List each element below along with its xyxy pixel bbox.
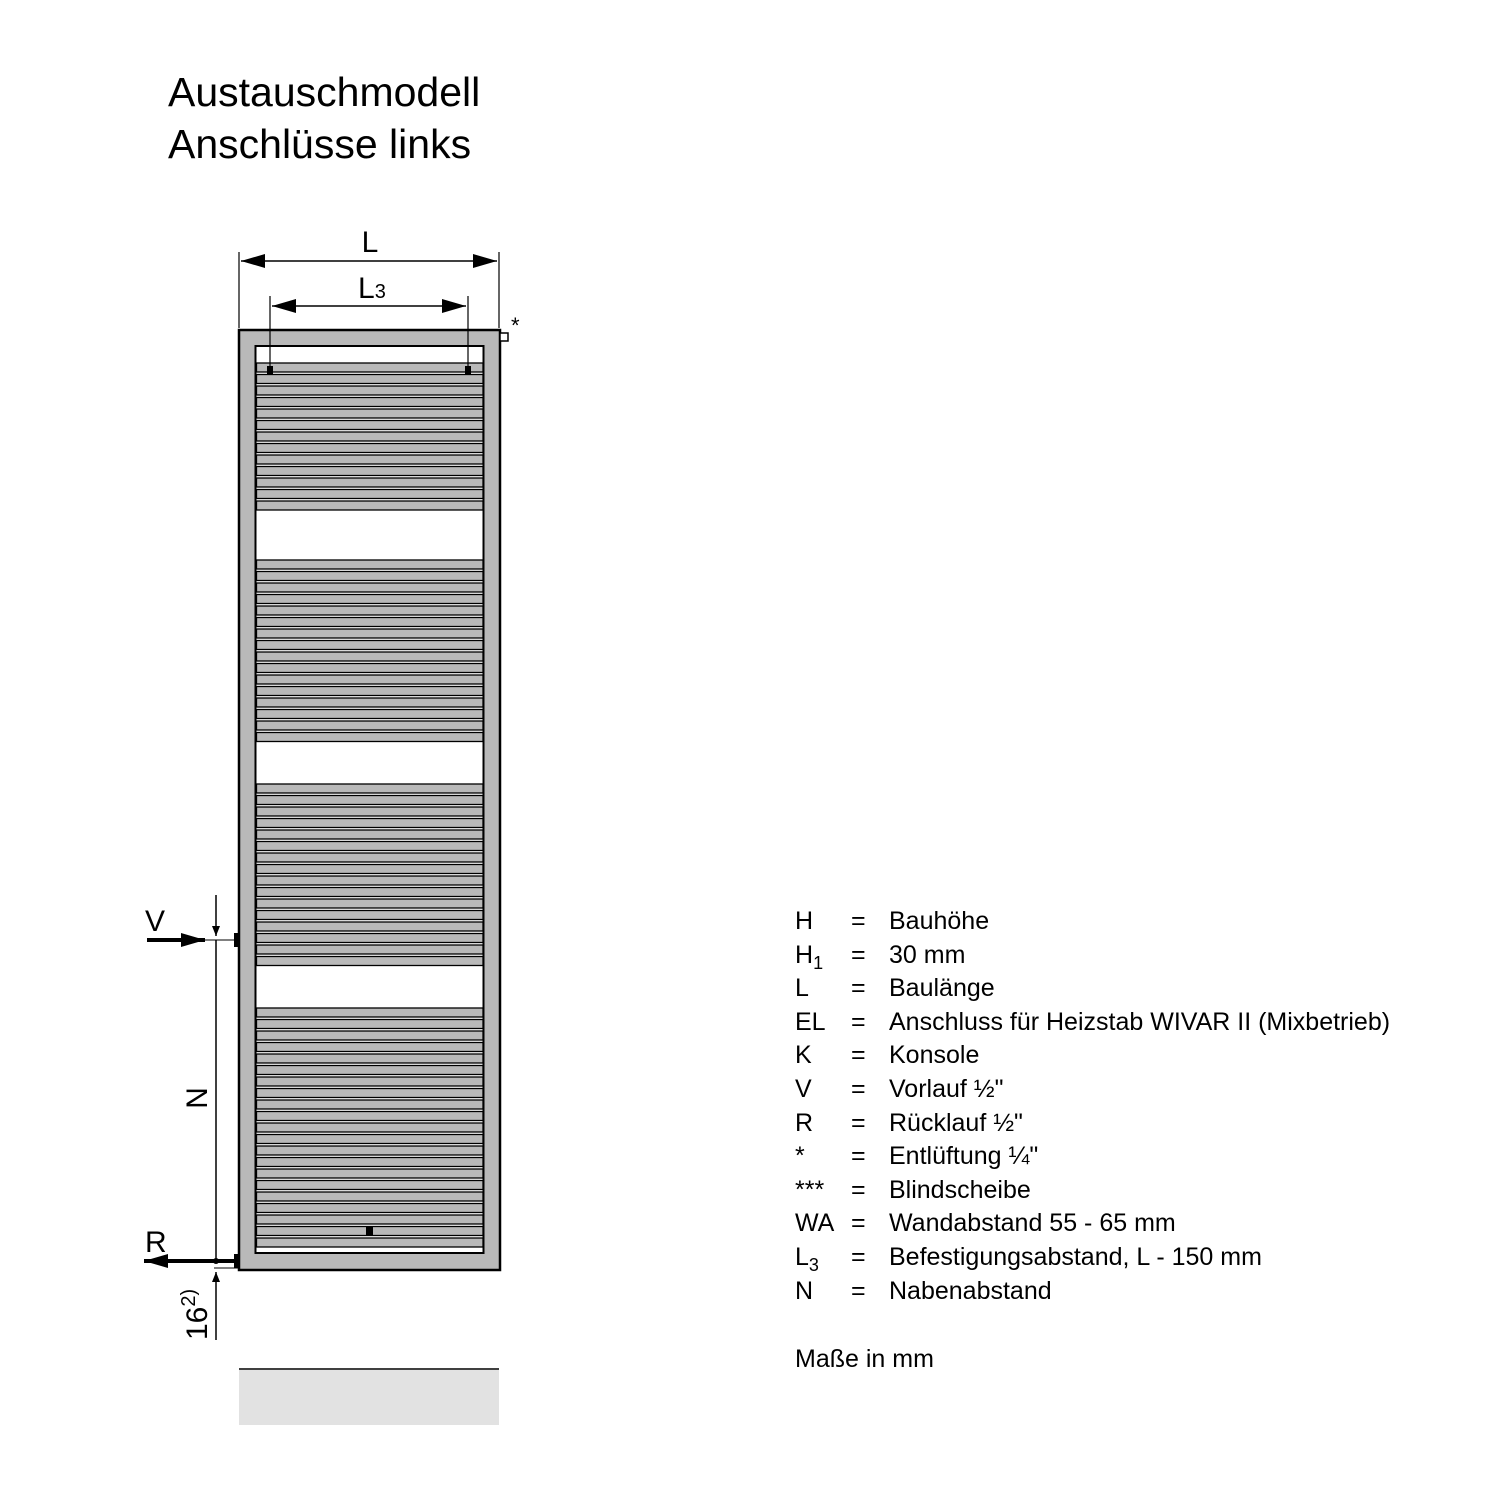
- legend-row: [795, 972, 1390, 1006]
- tube: [257, 842, 484, 851]
- tube: [257, 853, 484, 862]
- tube: [257, 675, 484, 684]
- tube: [257, 432, 484, 441]
- tube: [257, 721, 484, 730]
- legend-equals: =: [851, 974, 866, 1003]
- tube: [257, 386, 484, 395]
- legend-description: Wandabstand 55 - 65 mm: [889, 1209, 1176, 1238]
- supply-connection-V: [145, 905, 240, 947]
- tube: [257, 490, 484, 499]
- legend-description: Anschluss für Heizstab WIVAR II (Mixbetrieb): [889, 1007, 1391, 1036]
- legend-row: [795, 1073, 1390, 1107]
- tube: [257, 1204, 484, 1213]
- tube: [257, 1192, 484, 1201]
- units-note: Maße in mm: [795, 1345, 934, 1373]
- radiator-tubes: [257, 363, 484, 1247]
- legend-equals: =: [851, 1142, 866, 1171]
- air-vent-icon: [500, 333, 508, 341]
- legend-description: Blindscheibe: [889, 1175, 1031, 1204]
- legend-description: Entlüftung ¼": [889, 1142, 1039, 1171]
- tube: [257, 595, 484, 604]
- tube: [257, 1169, 484, 1178]
- tube: [257, 807, 484, 816]
- tube: [257, 830, 484, 839]
- tube: [257, 1123, 484, 1132]
- tube: [257, 375, 484, 384]
- tube: [257, 664, 484, 673]
- tube: [257, 876, 484, 885]
- legend-equals: =: [851, 1242, 866, 1271]
- legend-row: [795, 1006, 1390, 1040]
- tube: [257, 501, 484, 510]
- tube: [257, 398, 484, 407]
- legend-row: [795, 1207, 1390, 1241]
- legend: [795, 905, 1390, 1308]
- tube: [257, 641, 484, 650]
- legend-equals: =: [851, 1276, 866, 1305]
- legend-equals: =: [851, 1108, 866, 1137]
- legend-description: Baulänge: [889, 974, 995, 1003]
- tube: [257, 899, 484, 908]
- legend-symbol: H: [795, 907, 814, 935]
- legend-equals: =: [851, 1007, 866, 1036]
- legend-symbol: R: [795, 1108, 814, 1137]
- legend-equals: =: [851, 907, 866, 935]
- tube: [257, 945, 484, 954]
- legend-description: 30 mm: [889, 940, 966, 969]
- legend-row: [795, 1174, 1390, 1208]
- tube: [257, 934, 484, 943]
- legend-symbol: L: [795, 974, 809, 1003]
- tube: [257, 1089, 484, 1098]
- dimension-bottom-clearance: [178, 1272, 216, 1340]
- tube: [257, 363, 484, 372]
- tube: [257, 629, 484, 638]
- tube: [257, 1043, 484, 1052]
- tube: [257, 1112, 484, 1121]
- heater-connection: [366, 1227, 373, 1236]
- legend-equals: =: [851, 1209, 866, 1238]
- legend-row: [795, 1241, 1390, 1275]
- legend-symbol: $H_1$: [795, 940, 824, 973]
- tube: [257, 467, 484, 476]
- tube: [257, 572, 484, 581]
- tube: [257, 455, 484, 464]
- return-label: R: [145, 1226, 167, 1259]
- tube: [257, 819, 484, 828]
- fixing-point-left: [267, 366, 273, 375]
- legend-description: Befestigungsabstand, L - 150 mm: [889, 1242, 1262, 1271]
- legend-symbol: N: [795, 1276, 814, 1305]
- tube: [257, 1031, 484, 1040]
- tube: [257, 784, 484, 793]
- legend-row: [795, 1107, 1390, 1141]
- dimension-bottom-label: 16$^{2)}$: [178, 1288, 214, 1340]
- supply-label: V: [145, 905, 166, 938]
- tube: [257, 606, 484, 615]
- tube: [257, 409, 484, 418]
- tube: [257, 1146, 484, 1155]
- tube: [257, 687, 484, 696]
- legend-equals: =: [851, 940, 866, 969]
- legend-symbol: *: [795, 1142, 805, 1171]
- legend-symbol: EL: [795, 1007, 826, 1036]
- tube: [257, 698, 484, 707]
- legend-symbol: V: [795, 1074, 812, 1103]
- floor: [239, 1369, 499, 1425]
- legend-symbol: WA: [795, 1209, 835, 1238]
- legend-equals: =: [851, 1074, 866, 1103]
- tube: [257, 957, 484, 966]
- tube: [257, 796, 484, 805]
- tube: [257, 1215, 484, 1224]
- legend-row: [795, 1275, 1390, 1309]
- legend-row: [795, 1140, 1390, 1174]
- tube: [257, 1238, 484, 1247]
- legend-row: [795, 1039, 1390, 1073]
- title-line-2: Anschlüsse links: [168, 121, 472, 167]
- tube: [257, 1066, 484, 1075]
- tube: [257, 1077, 484, 1086]
- tube: [257, 888, 484, 897]
- legend-description: Rücklauf ½": [889, 1108, 1023, 1137]
- tube: [257, 421, 484, 430]
- tube: [257, 911, 484, 920]
- legend-description: Bauhöhe: [889, 907, 990, 935]
- return-connection-R: [144, 1226, 240, 1268]
- legend-description: Konsole: [889, 1041, 980, 1070]
- tube: [257, 1054, 484, 1063]
- air-vent-label: *: [511, 313, 520, 338]
- legend-symbol: $L_3$: [795, 1242, 819, 1275]
- tube: [257, 652, 484, 661]
- legend-description: Nabenabstand: [889, 1276, 1052, 1305]
- tube: [257, 478, 484, 487]
- legend-symbol: ***: [795, 1175, 825, 1204]
- legend-equals: =: [851, 1175, 866, 1204]
- tube: [257, 560, 484, 569]
- dimension-N-label: N: [181, 1087, 214, 1109]
- title-line-1: Austauschmodell: [168, 69, 481, 115]
- tube: [257, 1008, 484, 1017]
- dimension-N: [181, 895, 216, 1261]
- tube: [257, 1158, 484, 1167]
- legend-equals: =: [851, 1041, 866, 1070]
- dimension-L3-label: L3: [358, 272, 386, 305]
- tube: [257, 1181, 484, 1190]
- tube: [257, 1020, 484, 1029]
- tube: [257, 865, 484, 874]
- legend-row: [795, 905, 1390, 939]
- tube: [257, 1100, 484, 1109]
- tube: [257, 710, 484, 719]
- tube: [257, 618, 484, 627]
- tube: [257, 733, 484, 742]
- legend-symbol: K: [795, 1041, 812, 1070]
- fixing-point-right: [465, 366, 471, 375]
- legend-description: Vorlauf ½": [889, 1074, 1004, 1103]
- tube: [257, 583, 484, 592]
- tube: [257, 922, 484, 931]
- tube: [257, 444, 484, 453]
- dimension-L-label: L: [361, 226, 379, 259]
- legend-row: [795, 939, 1390, 973]
- tube: [257, 1135, 484, 1144]
